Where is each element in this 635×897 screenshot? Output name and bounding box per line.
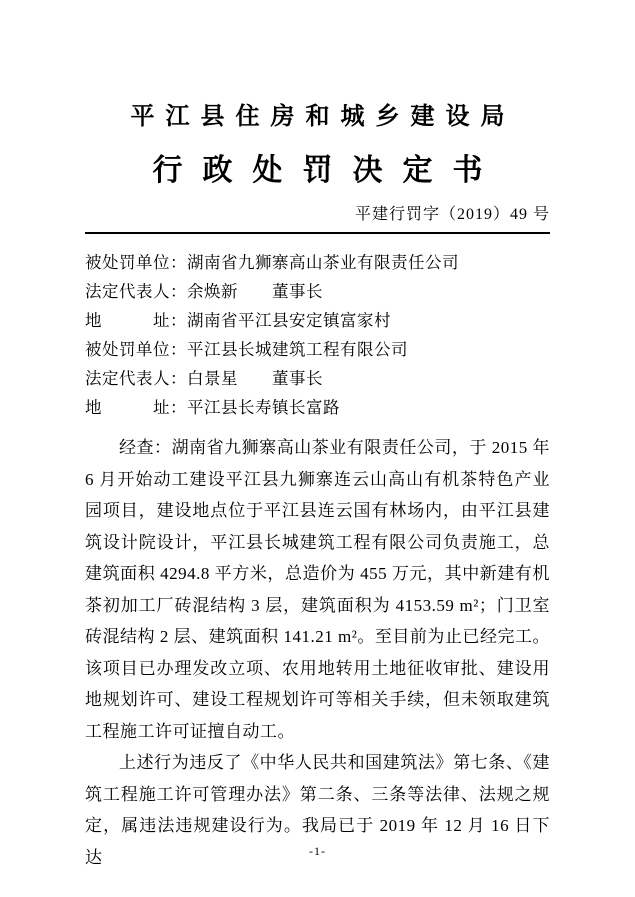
document-title: 行政处罚决定书 <box>152 154 503 187</box>
field-row-legal-rep-1 <box>85 277 550 306</box>
field-value: 白景星 董事长 <box>187 369 323 388</box>
field-value: 平江县长寿镇长富路 <box>187 398 340 417</box>
field-label: 被处罚单位： <box>85 253 187 272</box>
violation-paragraph: 上述行为违反了《中华人民共和国建筑法》第七条、《建筑工程施工许可管理办法》第二条、三条等法律、法规之规定，属违法违规建设行为。我局已于 2019 年 12 月 16 日下达 <box>85 753 550 867</box>
document-reference-number: 平建行罚字（2019）49 号 <box>354 206 550 223</box>
field-label: 法定代表人： <box>85 282 187 301</box>
field-row-punished-unit-2 <box>85 335 550 364</box>
document-body <box>85 432 550 873</box>
field-label: 地 址： <box>85 398 187 417</box>
field-value: 余焕新 董事长 <box>187 282 323 301</box>
party-info-section <box>85 248 550 422</box>
page-number: -1- <box>309 844 326 858</box>
field-label: 被处罚单位： <box>85 340 187 359</box>
field-row-address-1 <box>85 306 550 335</box>
field-value: 湖南省平江县安定镇富家村 <box>187 311 391 330</box>
field-row-address-2 <box>85 393 550 422</box>
field-label: 地 址： <box>85 311 187 330</box>
field-row-legal-rep-2 <box>85 364 550 393</box>
field-row-punished-unit-1 <box>85 248 550 277</box>
field-label: 法定代表人： <box>85 369 187 388</box>
field-value: 湖南省九狮寨高山茶业有限责任公司 <box>187 253 459 272</box>
findings-paragraph: 经查：湖南省九狮寨高山茶业有限责任公司，于 2015 年 6 月开始动工建设平江县九狮寨连云山高山有机茶特色产业园项目，建设地点位于平江县连云国有林场内，由平江县建筑设计院设计，平江县长城建筑工程有限公司负责施工，总建筑面积 4294.8 平方米，总造价为 455 万元，其中新建有机茶初加工厂砖混结构 3 层，建筑面积为 4153.59 m²；门卫室砖混结构 2 层、建筑面积 141.21 m²。至目前为止已经完工。该项目已办理发改立项、农用地转用土地征收审批、建设用地规划许可、建设工程规划许可等相关手续，但未领取建筑工程施工许可证擅自动工。 <box>85 438 550 741</box>
issuing-authority-title: 平江县住房和城乡建设局 <box>130 104 516 130</box>
field-value: 平江县长城建筑工程有限公司 <box>187 340 408 359</box>
header-divider-line <box>85 232 550 234</box>
